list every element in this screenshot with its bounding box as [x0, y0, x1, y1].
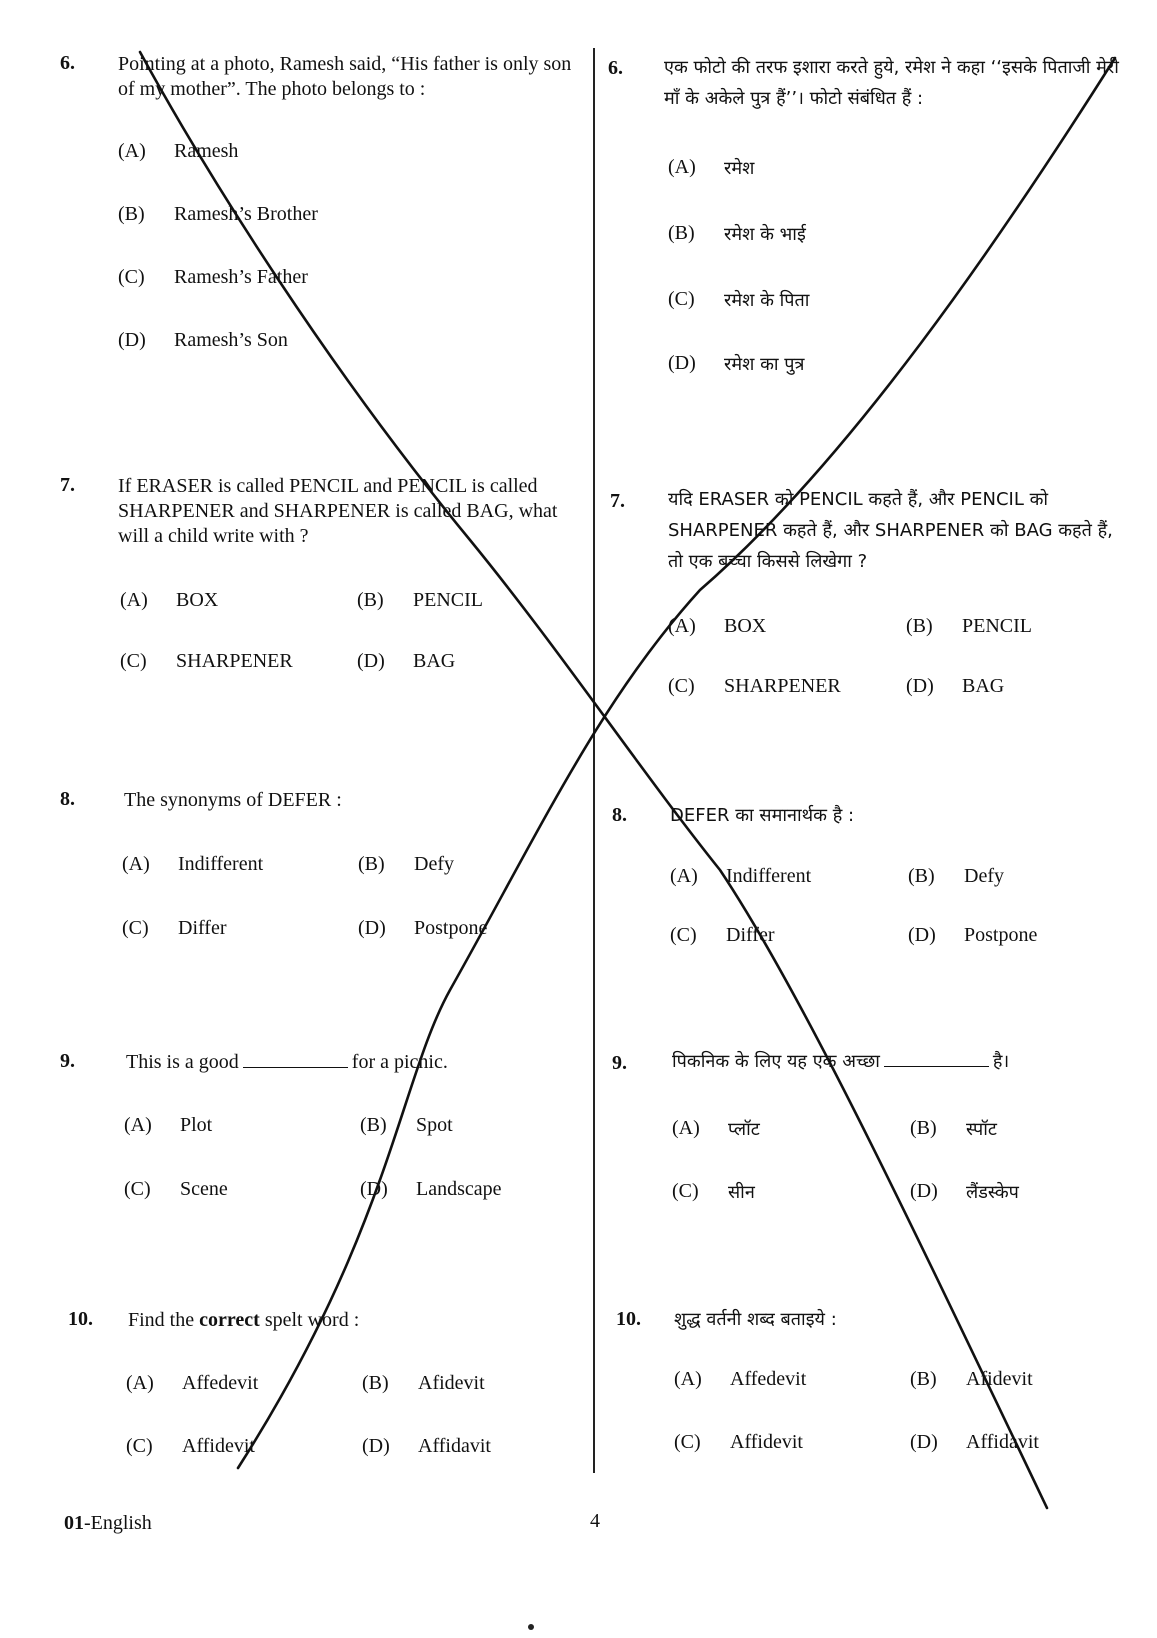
option-text: Postpone [414, 917, 488, 939]
option-text: रमेश का पुत्र [724, 354, 805, 375]
option-label: (B) [118, 203, 145, 225]
option-text: Differ [726, 924, 775, 946]
option-text: Afidevit [418, 1372, 485, 1394]
option-text: Landscape [416, 1178, 502, 1200]
question-number: 7. [60, 474, 75, 496]
option-label: (A) [122, 853, 150, 875]
option-label: (C) [124, 1178, 151, 1200]
option-text: BOX [724, 615, 767, 637]
option-label: (B) [358, 853, 385, 875]
question-text: Pointing at a photo, Ramesh said, “His father is only son of my mother”. The photo belongs to : [118, 53, 572, 100]
option-label: (B) [668, 222, 695, 244]
option-text: SHARPENER [176, 650, 293, 672]
question-text-after: है। [992, 1051, 1010, 1072]
option-text: Affidevit [182, 1435, 255, 1457]
option-text: Afidevit [966, 1368, 1033, 1390]
option-text: Affedevit [182, 1372, 259, 1394]
option-label: (C) [122, 917, 149, 939]
option-label: (A) [668, 615, 696, 637]
option-text: रमेश [724, 158, 755, 179]
page-number: 4 [590, 1510, 600, 1532]
print-speck [528, 1624, 534, 1630]
option-text: Affidavit [966, 1431, 1039, 1453]
option-label: (C) [674, 1431, 701, 1453]
option-text: रमेश के भाई [724, 224, 806, 245]
option-label: (B) [910, 1368, 937, 1390]
option-text: Ramesh’s Brother [174, 203, 318, 225]
option-label: (A) [670, 865, 698, 887]
question-number: 8. [60, 788, 75, 810]
option-text: Postpone [964, 924, 1038, 946]
question-number: 9. [60, 1050, 75, 1072]
option-label: (A) [668, 156, 696, 178]
cross-out-stroke-up [238, 58, 1115, 1468]
option-label: (C) [126, 1435, 153, 1457]
option-text: Indifferent [178, 853, 264, 875]
question-text-after: for a picnic. [351, 1051, 448, 1073]
paper-code [64, 1512, 152, 1535]
option-text: Defy [964, 865, 1004, 887]
option-text: Spot [416, 1114, 453, 1136]
option-label: (D) [910, 1180, 938, 1202]
option-label: (A) [672, 1117, 700, 1139]
option-label: (B) [357, 589, 384, 611]
question-number: 8. [612, 804, 627, 826]
option-label: (D) [910, 1431, 938, 1453]
option-text: Affidevit [730, 1431, 803, 1453]
option-label: (C) [668, 288, 695, 310]
question-text [126, 1050, 586, 1075]
option-text: लैंडस्केप [966, 1182, 1019, 1203]
option-label: (D) [908, 924, 936, 946]
option-label: (D) [358, 917, 386, 939]
option-label: (D) [357, 650, 385, 672]
option-label: (C) [118, 266, 145, 288]
option-label: (A) [126, 1372, 154, 1394]
option-text: स्पॉट [966, 1119, 997, 1140]
option-label: (B) [360, 1114, 387, 1136]
option-label: (A) [674, 1368, 702, 1390]
option-label: (B) [908, 865, 935, 887]
question-number: 6. [60, 52, 75, 74]
option-text: प्लॉट [728, 1119, 760, 1140]
answer-blank [243, 1067, 348, 1068]
question-text [672, 1046, 1132, 1077]
option-text: Affedevit [730, 1368, 807, 1390]
paper-code-number: 01 [64, 1512, 84, 1534]
question-number: 10. [616, 1308, 641, 1330]
option-text: Affidavit [418, 1435, 491, 1457]
option-text: SHARPENER [724, 675, 841, 697]
column-divider [593, 48, 595, 1473]
option-label: (D) [118, 329, 146, 351]
option-label: (D) [906, 675, 934, 697]
option-text: PENCIL [413, 589, 483, 611]
paper-code-subject: -English [84, 1512, 152, 1534]
option-label: (A) [120, 589, 148, 611]
answer-blank [884, 1066, 989, 1067]
option-label: (C) [672, 1180, 699, 1202]
option-label: (A) [118, 140, 146, 162]
option-text: Ramesh’s Son [174, 329, 288, 351]
option-text: Indifferent [726, 865, 812, 887]
option-text: Differ [178, 917, 227, 939]
question-number: 6. [608, 57, 623, 79]
option-label: (A) [124, 1114, 152, 1136]
option-text: Ramesh’s Father [174, 266, 308, 288]
option-label: (C) [668, 675, 695, 697]
question-text-bold: correct [199, 1309, 260, 1331]
question-text: If ERASER is called PENCIL and PENCIL is called SHARPENER and SHARPENER is called BAG, what will a child write with ? [118, 475, 558, 547]
question-number: 10. [68, 1308, 93, 1330]
question-number: 9. [612, 1052, 627, 1074]
option-text: Ramesh [174, 140, 239, 162]
option-text: BOX [176, 589, 219, 611]
option-text: BAG [962, 675, 1005, 697]
option-label: (D) [360, 1178, 388, 1200]
option-label: (B) [362, 1372, 389, 1394]
question-number: 7. [610, 490, 625, 512]
option-label: (C) [120, 650, 147, 672]
question-text: शुद्ध वर्तनी शब्द बताइये : [674, 1309, 837, 1330]
question-text [128, 1308, 588, 1333]
option-text: PENCIL [962, 615, 1032, 637]
option-text: रमेश के पिता [724, 290, 810, 311]
question-text-before: पिकनिक के लिए यह एक अच्छा [672, 1051, 880, 1072]
option-label: (B) [906, 615, 933, 637]
question-text: यदि ERASER को PENCIL कहते हैं, और PENCIL को SHARPENER कहते हैं, और SHARPENER को BAG कहते हैं, तो एक बच्चा किससे लिखेगा ? [668, 489, 1113, 572]
option-label: (C) [670, 924, 697, 946]
option-text: BAG [413, 650, 456, 672]
question-text-before: This is a good [126, 1051, 239, 1073]
option-label: (B) [910, 1117, 937, 1139]
option-text: सीन [728, 1182, 755, 1203]
question-text: The synonyms of DEFER : [124, 789, 342, 811]
option-label: (D) [668, 352, 696, 374]
option-text: Defy [414, 853, 454, 875]
question-text-before: Find the [128, 1309, 195, 1331]
option-label: (D) [362, 1435, 390, 1457]
question-text: एक फोटो की तरफ इशारा करते हुये, रमेश ने कहा ‘‘इसके पिताजी मेरी माँ के अकेले पुत्र हैं’’। फोटो संबंधित हैं : [664, 57, 1119, 109]
option-text: Scene [180, 1178, 228, 1200]
option-text: Plot [180, 1114, 213, 1136]
question-text-after: spelt word : [264, 1309, 360, 1331]
question-text: DEFER का समानार्थक है : [670, 805, 855, 826]
